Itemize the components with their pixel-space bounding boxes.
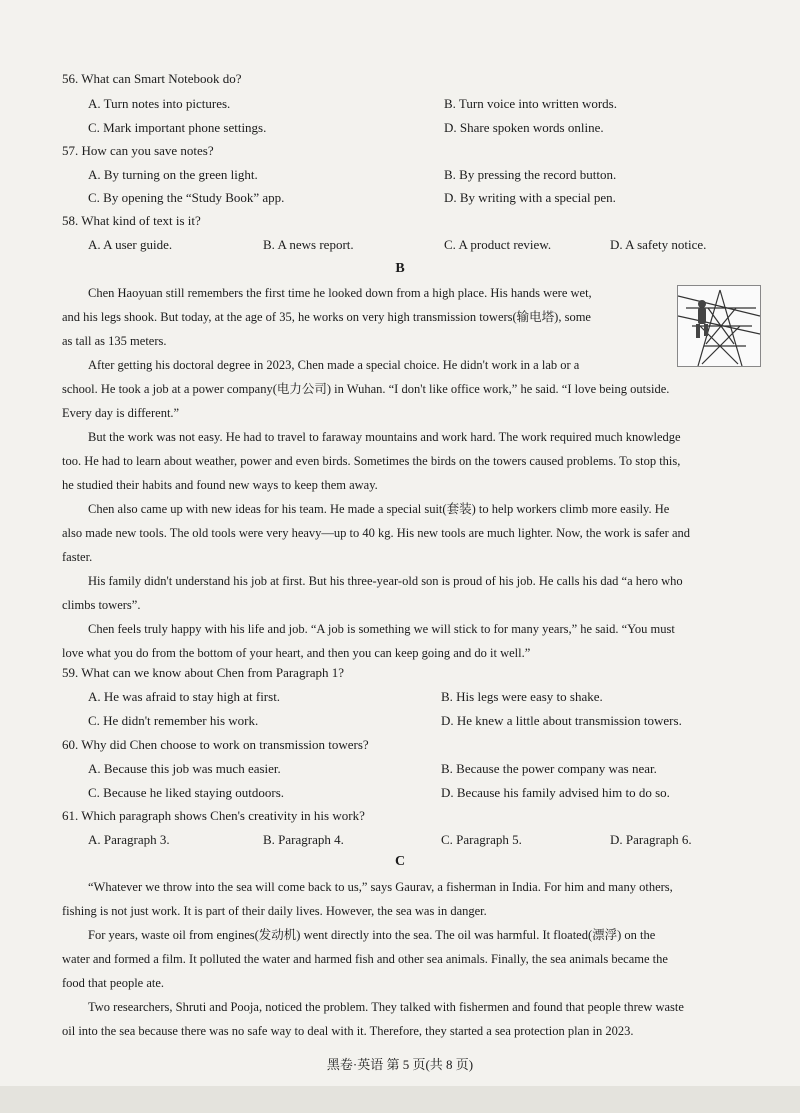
question-60: 60. Why did Chen choose to work on transmission towers? bbox=[62, 737, 369, 752]
option-60b: B. Because the power company was near. bbox=[441, 761, 657, 776]
option-56c: C. Mark important phone settings. bbox=[88, 120, 267, 135]
option-56b: B. Turn voice into written words. bbox=[444, 96, 617, 111]
passage-b-line: too. He had to learn about weather, power and even birds. Sometimes the birds on the towers caused problems. To stop this, bbox=[62, 454, 681, 468]
question-61: 61. Which paragraph shows Chen's creativity in his work? bbox=[62, 808, 365, 823]
question-58: 58. What kind of text is it? bbox=[62, 213, 201, 228]
passage-b-line: climbs towers”. bbox=[62, 598, 141, 612]
option-59a: A. He was afraid to stay high at first. bbox=[88, 689, 281, 704]
question-57: 57. How can you save notes? bbox=[62, 143, 214, 158]
passage-b-line: Chen feels truly happy with his life and job. “A job is something we will stick to for many years,” he said. “You must bbox=[88, 622, 675, 636]
passage-b-line: But the work was not easy. He had to travel to faraway mountains and work hard. The work required much knowledge bbox=[88, 430, 681, 444]
option-61c: C. Paragraph 5. bbox=[441, 832, 522, 847]
passage-c-line: Two researchers, Shruti and Pooja, noticed the problem. They talked with fishermen and found that people threw waste bbox=[88, 1000, 684, 1014]
passage-b-line: Every day is different.” bbox=[62, 406, 180, 420]
question-56: 56. What can Smart Notebook do? bbox=[62, 71, 242, 86]
option-58a: A. A user guide. bbox=[88, 237, 173, 252]
option-56d: D. Share spoken words online. bbox=[444, 120, 604, 135]
passage-b-line: school. He took a job at a power company(电力公司) in Wuhan. “I don't like office work,” he said. “I love being outside. bbox=[62, 382, 670, 396]
passage-b-line: Chen also came up with new ideas for his team. He made a special suit(套装) to help workers climb more easily. He bbox=[88, 502, 670, 516]
passage-b-line: and his legs shook. But today, at the age of 35, he works on very high transmission towers(输电塔), some bbox=[62, 310, 591, 324]
passage-c-line: fishing is not just work. It is part of their daily lives. However, the sea was in danger. bbox=[62, 904, 487, 918]
section-b-heading: B bbox=[395, 261, 405, 276]
tower-worker-illustration bbox=[677, 285, 761, 367]
option-57b: B. By pressing the record button. bbox=[444, 167, 617, 182]
passage-b-line: Chen Haoyuan still remembers the first time he looked down from a high place. His hands were wet, bbox=[88, 286, 592, 300]
passage-c-line: food that people ate. bbox=[62, 976, 165, 990]
passage-b-line: After getting his doctoral degree in 2023, Chen made a special choice. He didn't work in a lab or a bbox=[88, 358, 580, 372]
passage-b-line: His family didn't understand his job at first. But his three-year-old son is proud of his job. He calls his dad “a hero who bbox=[88, 574, 683, 588]
option-59c: C. He didn't remember his work. bbox=[88, 713, 259, 728]
passage-b-line: faster. bbox=[62, 550, 93, 564]
section-c-heading: C bbox=[394, 854, 406, 869]
question-59: 59. What can we know about Chen from Paragraph 1? bbox=[62, 665, 345, 680]
option-61d: D. Paragraph 6. bbox=[610, 832, 692, 847]
passage-b-line: he studied their habits and found new ways to keep them away. bbox=[62, 478, 378, 492]
option-61a: A. Paragraph 3. bbox=[88, 832, 170, 847]
option-58d: D. A safety notice. bbox=[610, 237, 707, 252]
transmission-tower-icon bbox=[678, 286, 760, 366]
passage-b-line: also made new tools. The old tools were very heavy—up to 40 kg. His new tools are much lighter. Now, the work is safer and bbox=[62, 526, 690, 540]
scan-border bbox=[0, 1086, 800, 1113]
option-56a: A. Turn notes into pictures. bbox=[88, 96, 231, 111]
passage-c-line: “Whatever we throw into the sea will come back to us,” says Gaurav, a fisherman in India. For him and many others, bbox=[88, 880, 673, 894]
option-58c: C. A product review. bbox=[444, 237, 552, 252]
option-59b: B. His legs were easy to shake. bbox=[441, 689, 603, 704]
option-57a: A. By turning on the green light. bbox=[88, 167, 258, 182]
option-61b: B. Paragraph 4. bbox=[263, 832, 344, 847]
option-58b: B. A news report. bbox=[263, 237, 354, 252]
passage-c-line: For years, waste oil from engines(发动机) went directly into the sea. The oil was harmful. It floated(漂浮) on the bbox=[88, 928, 656, 942]
option-59d: D. He knew a little about transmission towers. bbox=[441, 713, 682, 728]
option-60d: D. Because his family advised him to do so. bbox=[441, 785, 670, 800]
passage-c-line: water and formed a film. It polluted the water and harmed fish and other sea animals. Finally, the sea animals became the bbox=[62, 952, 668, 966]
passage-c-line: oil into the sea because there was no safe way to deal with it. Therefore, they started a sea protection plan in 2023. bbox=[62, 1024, 634, 1038]
option-57c: C. By opening the “Study Book” app. bbox=[88, 190, 285, 205]
page-footer: 黑卷·英语 第 5 页(共 8 页) bbox=[326, 1057, 474, 1072]
option-60c: C. Because he liked staying outdoors. bbox=[88, 785, 285, 800]
passage-b-line: as tall as 135 meters. bbox=[62, 334, 167, 348]
option-60a: A. Because this job was much easier. bbox=[88, 761, 281, 776]
option-57d: D. By writing with a special pen. bbox=[444, 190, 616, 205]
passage-b-line: love what you do from the bottom of your heart, and then you can keep going and do it well.” bbox=[62, 646, 531, 660]
